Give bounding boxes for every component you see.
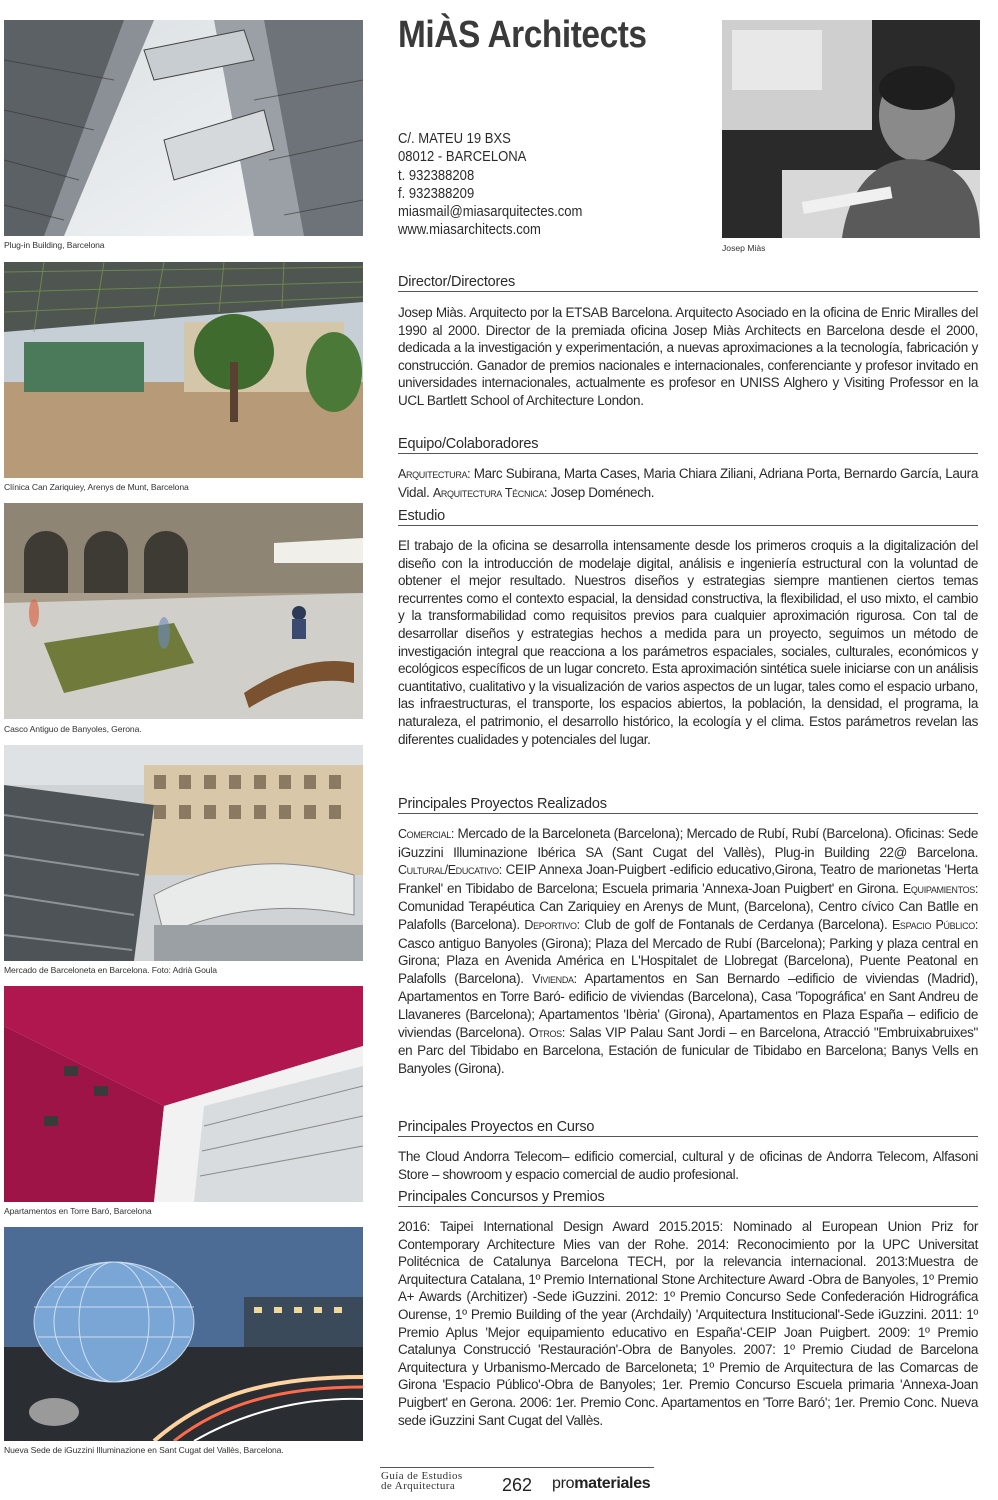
realizados-text: Salas VIP Palau Sant Jordi – en Barcelona, Atracció "Embruixabruixes" en Parc del Tibidabo en Barcelona, Estación de funicular de Tibidabo en Barcelona; Banys Vells en Banyoles (Girona). — [398, 1024, 978, 1076]
photo-casco-antiguo-banyoles — [4, 503, 363, 719]
realizados-label: Cultural/Educativo: — [398, 863, 502, 878]
photo-caption: Mercado de Barceloneta en Barcelona. Foto: Adrià Goula — [4, 965, 217, 975]
photo-caption: Nueva Sede de iGuzzini Illuminazione en Sant Cugat del Vallès, Barcelona. — [4, 1445, 284, 1455]
portrait-caption: Josep Miàs — [722, 243, 766, 253]
realizados-text: Casco antiguo Banyoles (Girona); Plaza del Mercado de Rubí (Barcelona); Parking y plaza central en Girona; Plaza en Avenida América en L'Hospitalet de Llobregat (Barcelona), Puente Peatonal en Palafolls (Barcelona). — [398, 935, 978, 986]
footer-brand-bold: materiales — [574, 1475, 651, 1492]
contact-city: 08012 - BARCELONA — [398, 149, 527, 166]
contact-phone: t. 932388208 — [398, 167, 475, 184]
director-bio: . Arquitecto por la ETSAB Barcelona. Arquitecto Asociado en la oficina de Enric Miralles del 1990 al 2000. Director de la premiada oficina Josep Miàs Architects en Barcelona desde el 2000, dedicada a la investigación y experimentación, a nuevas aproximaciones a la tecnología, fabricación y construcción. Ganador de premios nacionales e internacionales, conferenciante y profesor invitado en universidades internacionales, actualmente es profesor en UNISS Alghero y Visiting Professor en la UCL Bartlett School of Architecture London. — [398, 305, 978, 408]
photo-mercado-barceloneta — [4, 745, 363, 961]
section-heading-estudio: Estudio — [398, 508, 978, 526]
equipo-label-tecnica: Arquitectura Técnica: — [432, 485, 548, 500]
footer-publication-line1: Guía de Estudios — [381, 1470, 463, 1482]
photo-caption: Apartamentos en Torre Baró, Barcelona — [4, 1206, 152, 1216]
realizados-label: Vivienda: — [532, 971, 577, 986]
photo-caption: Clínica Can Zariquiey, Arenys de Munt, Barcelona — [4, 482, 189, 492]
section-heading-realizados: Principales Proyectos Realizados — [398, 796, 978, 814]
premios-paragraph: 2016: Taipei International Design Award 2015.2015: Nominado al European Union Priz for Contemporary Architecture Mies van der Rohe. 2014: Reconocimiento por la UPC Universitat Politécnica de Catalunya Barcelona TECH, por la relevancia internacional. 2013:Muestra de Arquitectura Catalana, 1º Premio International Stone Architecture Award -Obra de Banyoles, 1º Premio A+ Awards (Architizer) -Sede iGuzzini. 2012: 1º Premio Concurso Sede Confederación Hidrográfica Ourense, 1º Premio Building of the year (Archdaily) 'Arquitectura Institucional'-Sede iGuzzini. 2011: 1º Premio Aplus 'Mejor equipamiento educativo en España'-CEIP Joan Puigbert. 2009: 1º Premio Catalunya Construcció 'Restauración'-Obra de Banyoles. 2007: 1º Premio Ciudad de Barcelona Arquitectura y Urbanismo-Mercado de Barceloneta; 1º Premio de Arquitectura de las Comarcas de Girona 'Espacio Público'-Obra de Banyoles; 1er. Premio Concurso Escuela primaria 'Annexa-Joan Puigbert' en Gerona. 2006: 1er. Premio Conc. Apartamentos en 'Torre Baró'; 1er. Premio Conc. Nueva sede iGuzzini Sant Cugat del Vallès. — [398, 1219, 978, 1428]
equipo-label-arquitectura: Arquitectura: — [398, 467, 471, 481]
footer-publication — [381, 1471, 463, 1491]
director-paragraph — [398, 304, 978, 410]
realizados-text: CEIP Annexa Joan-Puigbert -edificio educativo,Girona, Teatro de marionetas 'Herta Frankel' en Tibidabo de Barcelona; Escuela primaria 'Annexa-Joan Puigbert' en Girona. — [398, 862, 978, 896]
contact-address: C/. MATEU 19 BXS — [398, 131, 511, 147]
photo-plug-in-building — [4, 20, 363, 236]
contact-email: miasmail@miasarquitectes.com — [398, 204, 583, 221]
realizados-text: Comunidad Terapéutica Can Zariquiey en Arenys de Munt, (Barcelona), Centro cívico Can Batlle en Palafolls (Barcelona). — [398, 899, 978, 932]
equipo-paragraph — [398, 465, 978, 502]
footer-publication-line2: de Arquitectura — [381, 1480, 456, 1492]
equipo-text-arquitectura: Marc Subirana, Marta Cases, Maria Chiara Ziliani, Adriana Porta, Bernardo García, Laura Vidal. — [398, 466, 978, 500]
realizados-text: Club de golf de Fontanals de Cerdanya (Barcelona). — [579, 916, 892, 932]
contact-website: www.miasarchitects.com — [398, 222, 541, 239]
page-number: 262 — [502, 1475, 533, 1495]
section-heading-curso: Principales Proyectos en Curso — [398, 1119, 978, 1137]
realizados-text: Mercado de la Barceloneta (Barcelona); Mercado de Rubí, Rubí (Barcelona). Oficinas: Sede iGuzzini Illuminazione Ibérica SA (Sant Cugat del Vallès), Plug-in Building 22@ Barcelona. — [398, 826, 978, 860]
curso-paragraph: The Cloud Andorra Telecom– edificio comercial, cultural y de oficinas de Andorra Telecom, Alfasoni Store – showroom y espacio comercial de audio profesional. — [398, 1149, 978, 1182]
realizados-label: Espacio Público: — [891, 917, 978, 932]
realizados-paragraph — [398, 825, 978, 1077]
estudio-paragraph: El trabajo de la oficina se desarrolla intensamente desde los primeros croquis a la digitalización del diseño con la introducción de modelaje digital, análisis e ingeniería estructural con la voluntad de obtener el mejor resultado. Nuestros diseños y estrategias siempre mantienen ciertos temas recurrentes como el contexto espacial, la densidad constructiva, la flexibilidad, el uso mixto, el cambio y la transformabilidad como requisitos previos para cualquier aproximación rigurosa. Con tal de desarrollar diseños y estrategias hechos a medida para un proyecto, seguimos un método de investigación integral que reacciona a los parámetros espaciales, sociales, culturales, económicos y ecológicos específicos de un lugar concreto. Esta aproximación sintética suele iniciarse con un análisis cuantitativo, cualitativo y la visualización de varios aspectos de un lugar, tales como el espacio urbano, las infraestructuras, el transporte, los espacios abiertos, la población, la densidad, el programa, la naturaleza, el patrimonio, el desarrollo histórico, la ecología y el clima. Estos parámetros revelan las diferentes cualidades y potenciales del lugar. — [398, 538, 978, 747]
photo-caption: Plug-in Building, Barcelona — [4, 240, 105, 250]
realizados-text: Apartamentos en San Bernardo –edificio de viviendas (Madrid), Apartamentos en Torre Baró- edificio de viviendas (Barcelona), Casa 'Topográfica' en Sant Andreu de Llavaneres (Barcelona); Apartamentos 'Ibèria' (Girona), Apartamentos en Plaza España – edificio de viviendas (Barcelona). — [398, 970, 979, 1040]
footer-brand — [552, 1475, 650, 1493]
page-title: MiÀS Architects — [398, 14, 647, 56]
portrait-photo — [722, 20, 980, 238]
realizados-label: Comercial: — [398, 827, 455, 841]
section-heading-premios: Principales Concursos y Premios — [398, 1189, 978, 1207]
section-heading-equipo: Equipo/Colaboradores — [398, 436, 978, 454]
realizados-label: Equipamientos: — [902, 881, 978, 896]
photo-apartamentos-torre-baro — [4, 986, 363, 1202]
contact-block — [398, 130, 582, 240]
photo-caption: Casco Antiguo de Banyoles, Gerona. — [4, 724, 142, 734]
equipo-text-tecnica: Josep Doménech. — [547, 484, 655, 500]
footer-brand-prefix: pro — [552, 1475, 575, 1492]
photo-clinica-can-zariquiey — [4, 262, 363, 478]
section-heading-director: Director/Directores — [398, 274, 978, 292]
footer-divider — [380, 1467, 654, 1468]
contact-fax: f. 932388209 — [398, 185, 475, 202]
realizados-label: Otros: — [528, 1025, 565, 1040]
director-name: Josep Miàs — [398, 305, 463, 320]
photo-sede-iguzzini — [4, 1227, 363, 1441]
realizados-label: Deportivo: — [524, 917, 580, 932]
